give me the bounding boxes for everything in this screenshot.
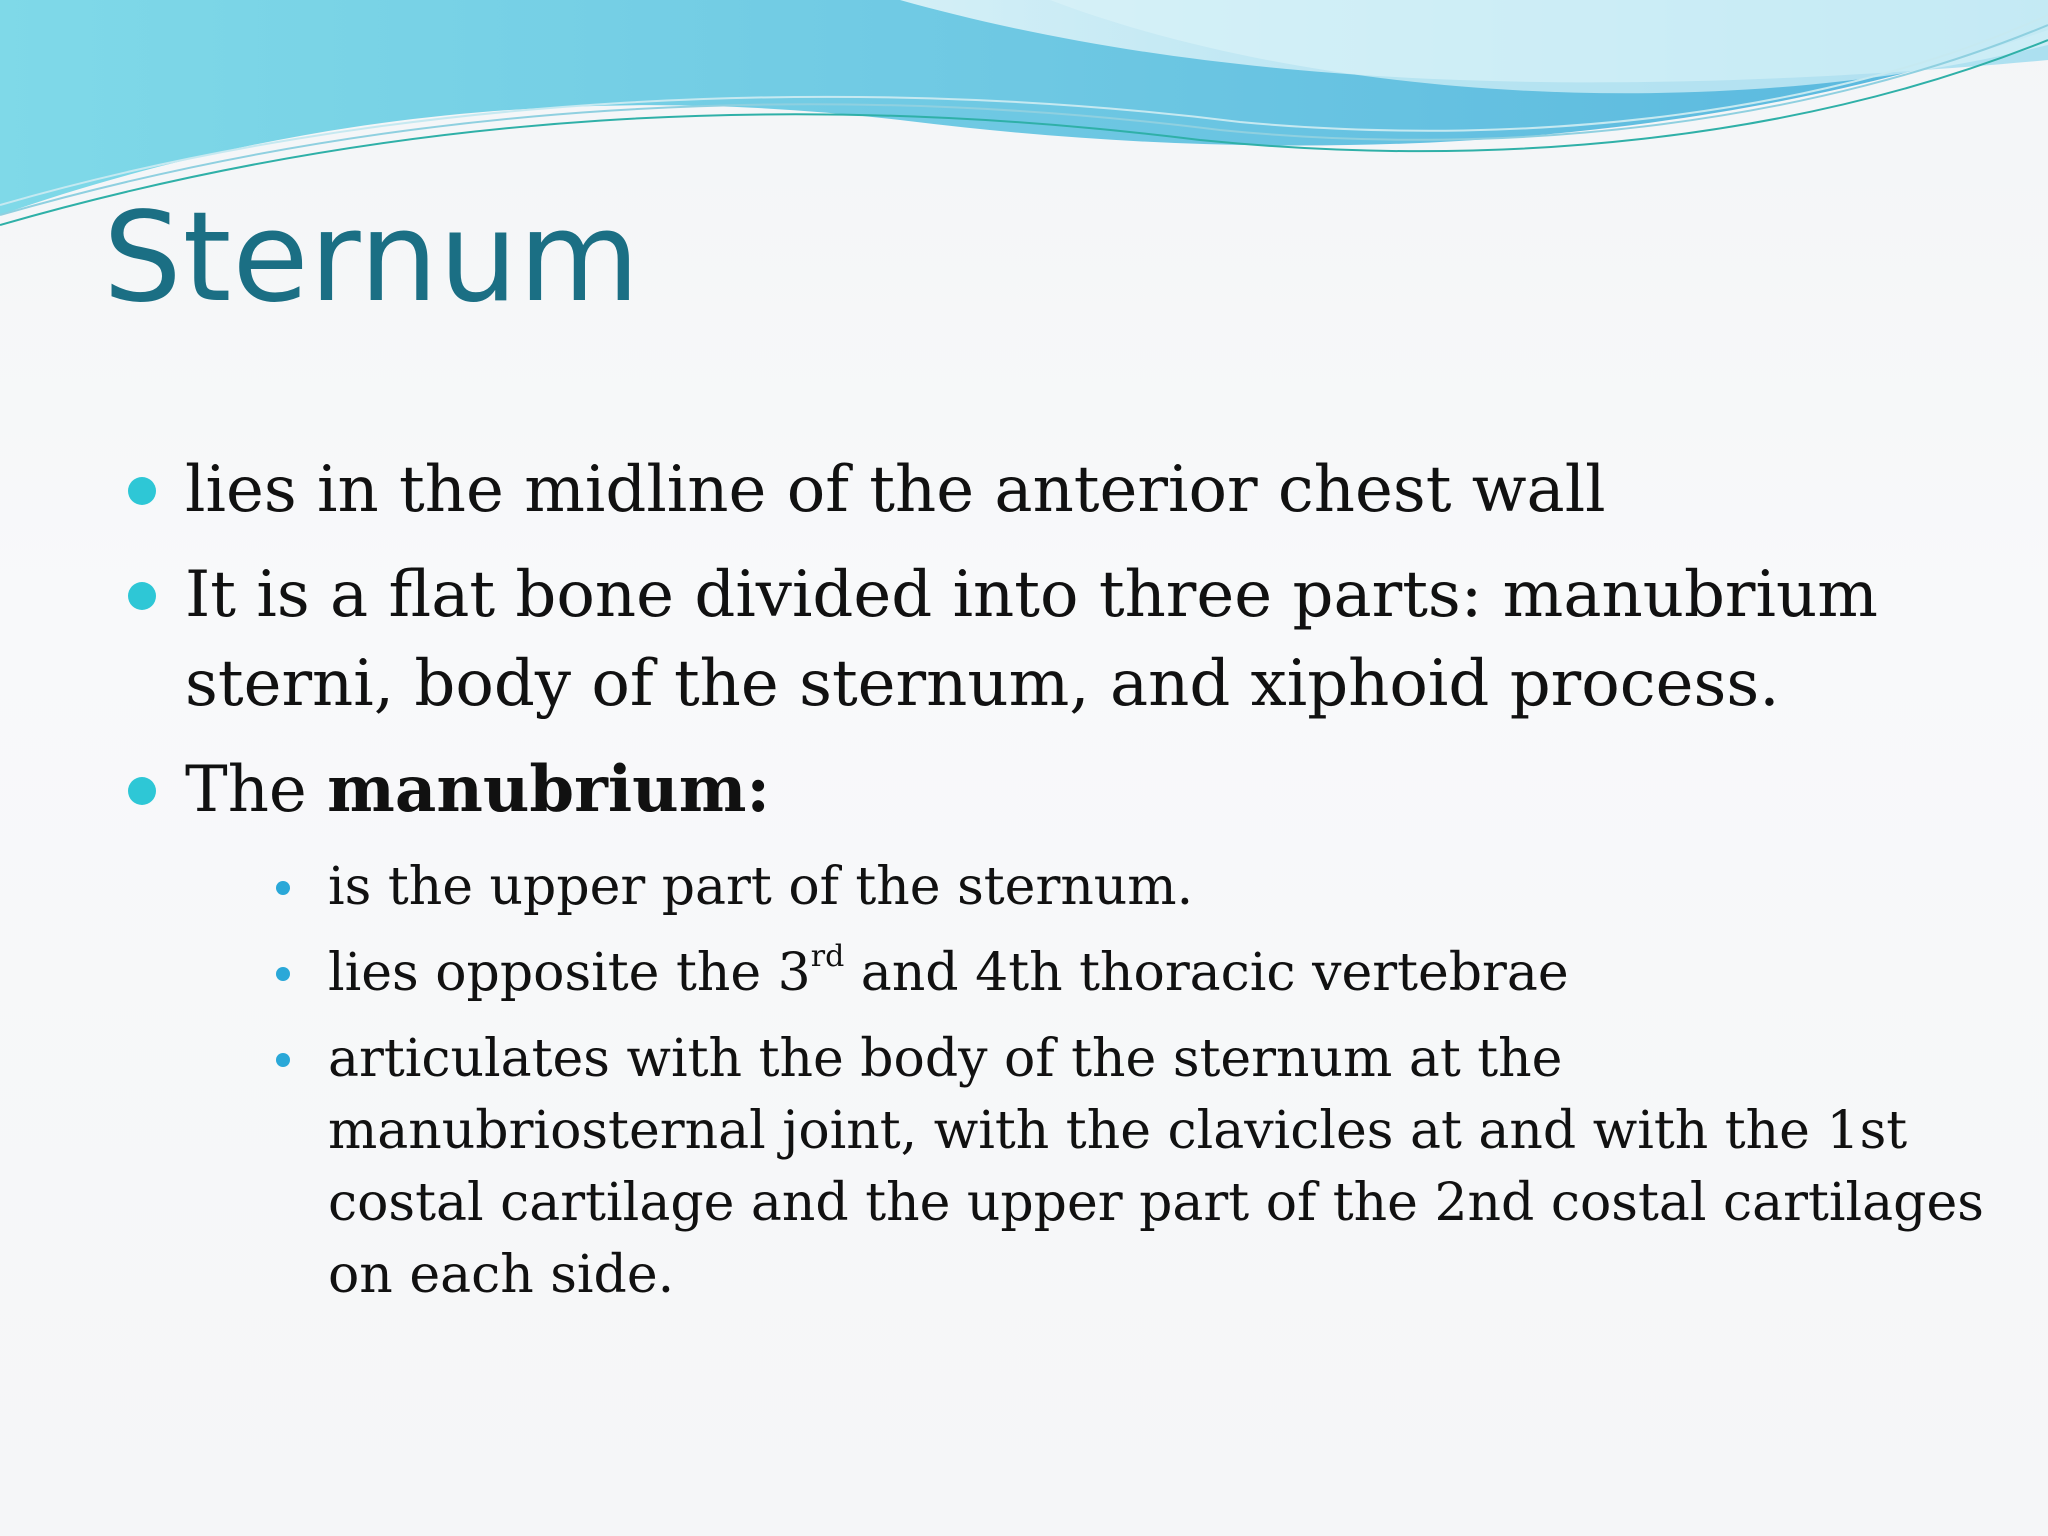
bullet-dot: [128, 777, 156, 805]
sub-bullet-3-line-3: costal cartilage and the upper part of the 2nd costal cartilages: [328, 1173, 1984, 1233]
bullet-2-line-1: It is a flat bone divided into three parts: manubrium: [185, 558, 1878, 632]
bullet-dot: [128, 477, 156, 505]
bullet-2-line-2: sterni, body of the sternum, and xiphoid process.: [185, 647, 1780, 721]
sub-bullet-dot: [276, 1053, 290, 1067]
sub-bullet-3-line-2: manubriosternal joint, with the clavicles at and with the 1st: [328, 1101, 1908, 1161]
bullet-3-bold: manubrium:: [327, 752, 771, 827]
sub-bullet-3-line-1: articulates with the body of the sternum at the: [328, 1029, 1563, 1089]
slide-title: Sternum: [103, 186, 641, 330]
sub-bullet-3-line-4: on each side.: [328, 1245, 675, 1305]
bullet-1: [185, 446, 1606, 534]
sub-bullet-2: lies opposite the 3rd and 4th thoracic vertebrae: [328, 938, 1569, 1003]
superscript-rd: rd: [810, 938, 845, 974]
bullet-3-prefix: The: [185, 753, 328, 827]
sub-bullet-dot: [276, 967, 290, 981]
bullet-dot: [128, 582, 156, 610]
sub-bullet-dot: [276, 881, 290, 895]
sub-bullet-1: is the upper part of the sternum.: [328, 857, 1194, 917]
bullet-3: [185, 746, 770, 834]
bullet-1-text: lies in the midline of the anterior chest wall: [185, 453, 1606, 527]
